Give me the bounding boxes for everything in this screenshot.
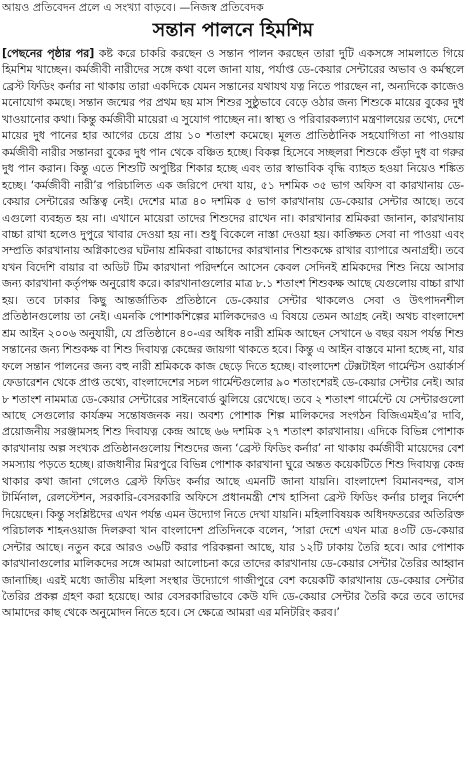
- continued-from-label: [পেছনের পৃষ্ঠার পর]: [2, 47, 95, 60]
- news-clipping: [2, 0, 464, 765]
- article-headline: সন্তান পালনে হিমশিম: [152, 19, 314, 41]
- article-body-text: কষ্ট করে চাকরি করছেন ও সন্তান পালন করছেন তারা দুটি একসঙ্গে সামলাতে গিয়ে হিমশিম খাচ্ছেন। কর্মজীবী নারীদের সঙ্গে কথা বলে জানা যায়, পর্যাপ্ত ডে-কেয়ার সেন্টারের অভাব ও কর্মস্থলে ব্রেস্ট ফিডিং কর্নার না থাকায় তারা একদিকে যেমন সন্তানের যথাযথ যত্ন নিতে পারছেন না, অন্যদিকে কাজেও মনোযোগ কমছে। সন্তান জন্মের পর প্রথম ছয় মাস শিশুর সুষ্ঠুভাবে বেড়ে ওঠার জন্য শিশুকে মায়ের বুকের দুধ খাওয়ানোর কথা। কিন্তু কর্মজীবী মায়েরা এ সুযোগ পাচ্ছেন না। স্বাস্থ্য ও পরিবারকল্যাণ মন্ত্রণালয়ের তথ্যে, দেশে মায়ের দুধ পানের হার আগের চেয়ে প্রায় ১০ শতাংশ কমেছে। মূলত প্রাতিষ্ঠানিক সহযোগিতা না পাওয়ায় কর্মজীবী নারীর সন্তানরা বুকের দুধ পান থেকে বঞ্চিত হচ্ছে। বিকল্প হিসেবে সচ্ছলরা শিশুকে গুঁড়া দুধ বা গরুর দুধ পান করান। কিন্তু এতে শিশুটি অপুষ্টির শিকার হচ্ছে এবং তার স্বাভাবিক বৃদ্ধি ব্যাহত হওয়া নিয়েও শঙ্কিত হচ্ছে। ‘কর্মজীবী নারী’র পরিচালিত এক জরিপে দেখা যায়, ৫১ দশমিক ৩৫ ভাগ অফিস বা কারখানায় ডে-কেয়ার সেন্টারের অস্তিত্ব নেই। দেশের মাত্র ৪০ দশমিক ৫ ভাগ কারখানায় ডে-কেয়ার সেন্টার আছে। তবে এগুলো ব্যবহৃত হয় না। এখানে মায়েরা তাদের শিশুদের রাখেন না। কারখানার শ্রমিকরা জানান, কারখানায় বাচ্চা রাখা হলেও দুপুরে খাবার দেওয়া হয় না। শুধু বিকেলে নাস্তা দেওয়া হয়। কাঙ্ক্ষিত সেবা না পাওয়া এবং সম্প্রতি কারখানায় অগ্নিকাণ্ডের ঘটনায় শ্রমিকরা বাচ্চাদের কারখানার শিশুকক্ষে রাখার ব্যাপারে অনাগ্রহী। তবে যখন বিদেশি বায়ার বা অডিট টিম কারখানা পরিদর্শনে আসেন কেবল সেদিনই শ্রমিকদের শিশু নিয়ে আসার জন্য কারখানা কর্তৃপক্ষ অনুরোধ করে। কারখানাগুলোর মাত্র ৮.১ শতাংশ শিশুকক্ষ আছে যেগুলোয় বাচ্চা রাখা হয়। তবে ঢাকার কিছু আন্তর্জাতিক প্রতিষ্ঠানে ডে-কেয়ার সেন্টার থাকলেও সেবা ও উৎপাদনশীল প্রতিষ্ঠানগুলোয় তা নেই। এমনকি পোশাকশিল্পের মালিকদেরও এ বিষয়ে তেমন আগ্রহ নেই। অথচ বাংলাদেশ শ্রম আইন ২০০৬ অনুযায়ী, যে প্রতিষ্ঠানে ৪০-এর অধিক নারী শ্রমিক আছেন সেখানে ৬ বছর বয়স পর্যন্ত শিশু সন্তানের জন্য শিশুকক্ষ বা শিশু দিবাযত্ন কেন্দ্রের জায়গা থাকতে হবে। কিন্তু এ আইন বাস্তবে মানা হচ্ছে না, যার ফলে সন্তান পালনের জন্য বহু নারী শ্রমিককে কাজ ছেড়ে দিতে হচ্ছে। বাংলাদেশ টেক্সটাইল গার্মেন্টস ওয়ার্কার্স ফেডারেশন থেকে প্রাপ্ত তথ্যে, বাংলাদেশের সচল গার্মেন্টগুলোর ৯০ শতাংশেরই ডে-কেয়ার সেন্টার নেই। আর ৮ শতাংশ নামমাত্র ডে-কেয়ার সেন্টারের সাইনবোর্ড ঝুলিয়ে রেখেছে। তবে ২ শতাংশ গার্মেন্টে যে সেন্টারগুলো আছে সেগুলোর কার্যক্রম সন্তোষজনক নয়। অবশ্য পোশাক শিল্প মালিকদের সংগঠন বিজিএমইএ’র দাবি, প্রয়োজনীয় সরঞ্জামসহ শিশু দিবাযত্ন কেন্দ্র আছে ৬৬ দশমিক ২৭ শতাংশ কারখানায়। এদিকে বিভিন্ন পোশাক কারখানায় অল্প সংখ্যক প্রতিষ্ঠানগুলোয় শিশুদের জন্য ‘ব্রেস্ট ফিডিং কর্নার’ না থাকায় কর্মজীবী মায়েদের বেশ সমস্যায় পড়তে হচ্ছে। রাজধানীর মিরপুরে বিভিন্ন পোশাক কারখানা ঘুরে অন্তত কয়েকটিতে শিশু দিবাযত্ন কেন্দ্র থাকার কথা জানা গেলেও ব্রেস্ট ফিডিং কর্নার আছে এমনটি জানা যায়নি। বাংলাদেশ বিমানবন্দর, বাস টার্মিনাল, রেলস্টেশন, সরকারি-বেসরকারি অফিসে প্রধানমন্ত্রী শেখ হাসিনা ব্রেস্ট ফিডিং কর্নার চালুর নির্দেশ দিয়েছেন। কিন্তু সংশ্লিষ্টদের এখন পর্যন্ত এমন উদ্যোগ নিতে দেখা যায়নি। মহিলাবিষয়ক অধিদফতরের অতিরিক্ত পরিচালক শাহনওয়াজ দিলরুবা খান বাংলাদেশ প্রতিদিনকে বলেন, ‘সারা দেশে এখন মাত্র ৪৩টি ডে-কেয়ার সেন্টার আছে। নতুন করে আরও ৩৬টি করার পরিকল্পনা আছে, যার ১২টি ঢাকায় তৈরি হবে। আর পোশাক কারখানাগুলোর মালিকদের সঙ্গে আমরা আলোচনা করে তাদের কারখানায় ডে-কেয়ার সেন্টার তৈরির আহ্বান জানাচ্ছি। এরই মধ্যে জাতীয় মহিলা সংস্থার উদ্যোগে গাজীপুরে বেশ কয়েকটি কারখানায় ডে-কেয়ার সেন্টার তৈরির প্রকল্প গ্রহণ করা হয়েছে। আর বেসরকারিভাবে কেউ যদি ডে-কেয়ার সেন্টার তৈরি করে তবে তাদের আমাদের কাছ থেকে অনুমোদন নিতে হবে। সে ক্ষেত্রে আমরা এর মনিটরিং করব।’: [2, 47, 465, 620]
- previous-article-tail: আয়ও প্রতিবেদন প্রলে এ সংখ্যা বাড়বে। —নিজস্ব প্রতিবেদক: [2, 1, 264, 14]
- article-body: [2, 46, 464, 622]
